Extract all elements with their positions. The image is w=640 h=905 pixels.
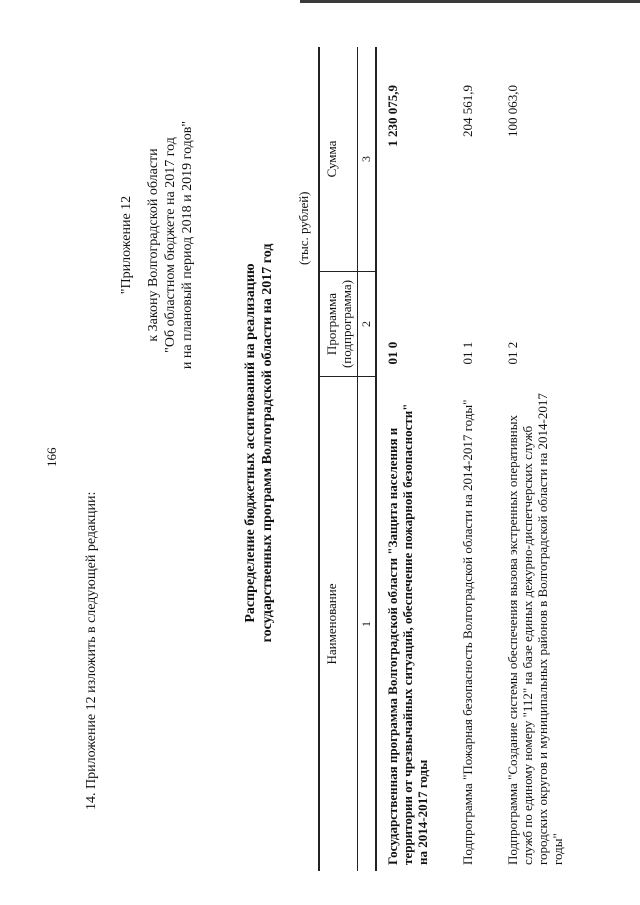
table-row	[497, 47, 587, 871]
header-program-line-1: Программа	[324, 292, 339, 356]
document-title	[242, 243, 276, 643]
row-code: 01 2	[505, 341, 520, 365]
table-row	[376, 47, 452, 871]
units-label: (тыс. рублей)	[296, 191, 311, 265]
row-name: Подпрограмма "Пожарная безопасность Волгоградской области на 2014-2017 годы"	[460, 399, 475, 865]
title-line-1: Распределение бюджетных ассигнований на реализацию	[243, 263, 258, 623]
row-name: Государственная программа Волгоградской области "Защита населения и территории от чрезвычайных ситуаций, обеспечение пожарной безопасности" на 2014-2017 годы	[376, 377, 452, 872]
row-code: 01 0	[376, 272, 452, 377]
appendix-line-4: и на плановый период 2018 и 2019 годов"	[180, 120, 195, 370]
header-program-line-2: (подпрограмма)	[339, 279, 354, 369]
table-row	[452, 47, 497, 871]
row-name: Подпрограмма "Создание системы обеспечения вызова экстренных оперативных служб по единому номеру "112" на базе единых дежурно-диспетчерских служб городских округов и муниципальных районов в Волгоградской области на 2014-2017 годы"	[505, 393, 565, 865]
row-sum: 204 561,9	[460, 85, 475, 137]
appendix-line-3: "Об областном бюджете на 2017 год	[163, 137, 178, 353]
column-number-3: 3	[358, 47, 377, 272]
row-sum: 1 230 075,9	[376, 47, 452, 272]
page-number: 166	[44, 447, 59, 467]
appendix-line-2: к Закону Волгоградской области	[146, 148, 161, 342]
title-line-2: государственных программ Волгоградской области на 2017 год	[260, 243, 275, 643]
appendix-line-1: "Приложение 12	[119, 195, 134, 295]
column-number-1: 1	[358, 377, 377, 872]
row-sum: 100 063,0	[505, 85, 520, 137]
column-number-2: 2	[358, 272, 377, 377]
header-program	[319, 272, 358, 377]
intro-paragraph: 14. Приложение 12 изложить в следующей редакции:	[84, 491, 99, 810]
appendix-header	[118, 45, 196, 445]
row-code: 01 1	[460, 341, 475, 365]
header-name: Наименование	[319, 377, 358, 872]
budget-table	[318, 47, 587, 871]
header-sum: Сумма	[319, 47, 358, 272]
